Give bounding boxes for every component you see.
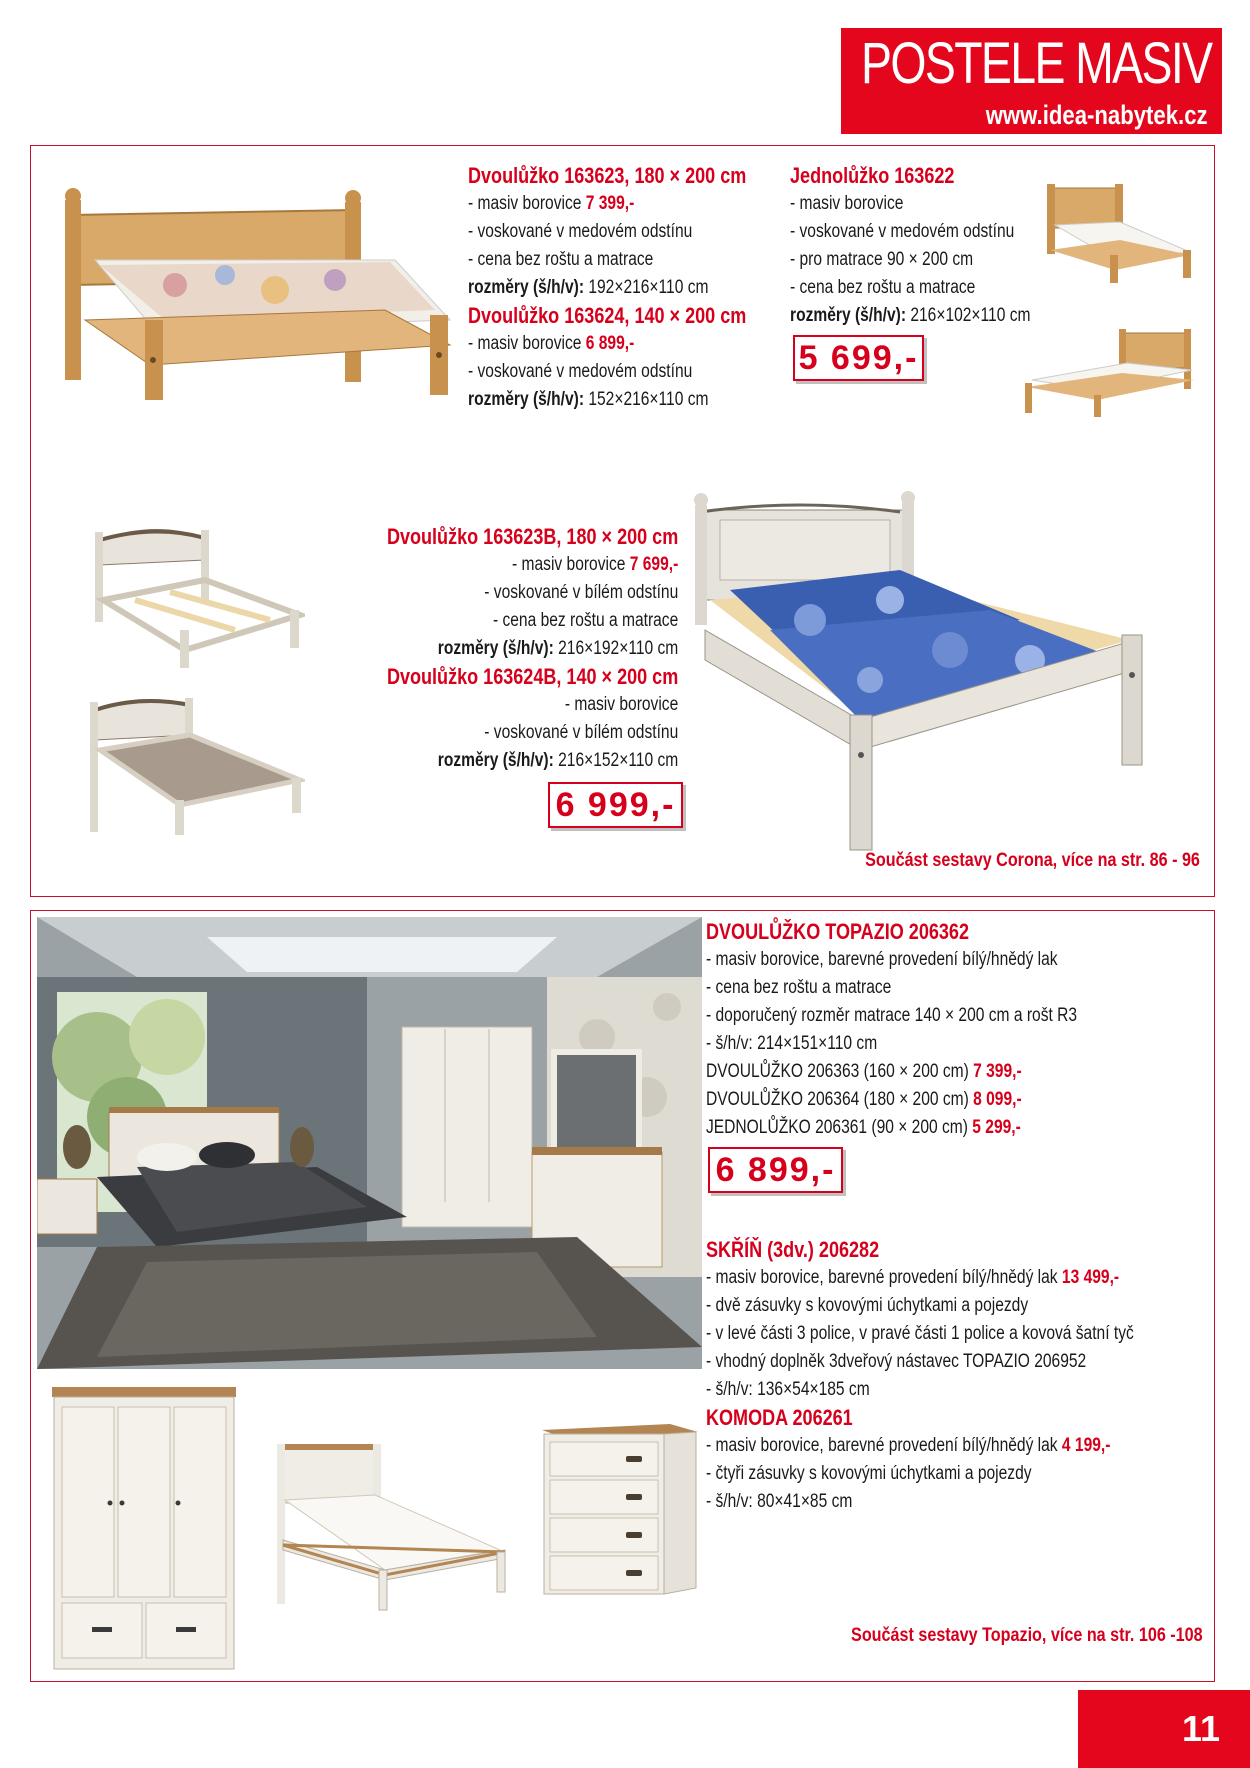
pine-single-bed-image-1 bbox=[1045, 180, 1195, 285]
product-163624-title: Dvoulůžko 163624, 140 × 200 cm bbox=[468, 303, 747, 328]
product-163622-price-box: 5 699,- bbox=[793, 335, 924, 381]
corona-set-note: Součást sestavy Corona, více na str. 86 - 96 bbox=[865, 850, 1200, 871]
product-163623b-dims: 216×192×110 cm bbox=[553, 638, 678, 659]
topazio-bed-text bbox=[706, 918, 1077, 1142]
product-163622-line4: - cena bez roštu a matrace bbox=[790, 277, 976, 298]
page-number: 11 bbox=[1181, 1708, 1220, 1749]
variant-price: 7 399,- bbox=[973, 1061, 1022, 1082]
dims-label: rozměry (š/h/v): bbox=[468, 389, 585, 410]
topazio-dresser-title: KOMODA 206261 bbox=[706, 1405, 853, 1430]
topazio-bedroom-photo bbox=[37, 917, 702, 1369]
topazio-dresser-image bbox=[540, 1420, 700, 1600]
topazio-bed-title: DVOULŮŽKO TOPAZIO 206362 bbox=[706, 919, 969, 944]
product-163623-title: Dvoulůžko 163623, 180 × 200 cm bbox=[468, 163, 747, 188]
product-163623-dims: 192×216×110 cm bbox=[584, 277, 709, 298]
product-163624b-line1: - masiv borovice bbox=[564, 694, 678, 715]
dims-label: rozměry (š/h/v): bbox=[468, 277, 585, 298]
product-163623b-text bbox=[387, 523, 678, 775]
product-163622-line3: - pro matrace 90 × 200 cm bbox=[790, 249, 974, 270]
product-163623b-line3: - cena bez roštu a matrace bbox=[492, 610, 678, 631]
topazio-wardrobe-line4: - vhodný doplněk 3dveřový nástavec TOPAZIO 206952 bbox=[706, 1351, 1087, 1372]
product-163624-price: 6 899,- bbox=[585, 333, 635, 354]
product-163624-dims: 152×216×110 cm bbox=[584, 389, 709, 410]
dims-label: rozměry (š/h/v): bbox=[437, 638, 554, 659]
product-163624-line1: - masiv borovice bbox=[468, 333, 586, 354]
topazio-wardrobe-text bbox=[706, 1236, 1134, 1516]
product-163623-line2: - voskované v medovém odstínu bbox=[468, 221, 693, 242]
product-163623-line3: - cena bez roštu a matrace bbox=[468, 249, 654, 270]
topazio-wardrobe-price: 13 499,- bbox=[1061, 1267, 1120, 1288]
topazio-wardrobe-title: SKŘÍŇ (3dv.) 206282 bbox=[706, 1237, 880, 1262]
dims-label: rozměry (š/h/v): bbox=[437, 750, 554, 771]
product-163623b-line2: - voskované v bílém odstínu bbox=[484, 582, 678, 603]
product-163622-text bbox=[790, 162, 1030, 330]
topazio-dresser-price: 4 199,- bbox=[1061, 1435, 1111, 1456]
product-163623b-title: Dvoulůžko 163623B, 180 × 200 cm bbox=[386, 524, 678, 549]
topazio-bed-image bbox=[275, 1440, 515, 1615]
pine-double-bed-image bbox=[55, 170, 455, 400]
dims-label: rozměry (š/h/v): bbox=[790, 305, 907, 326]
variant-label: DVOULŮŽKO 206364 (180 × 200 cm) bbox=[706, 1089, 974, 1110]
product-163622-title: Jednolůžko 163622 bbox=[790, 163, 955, 188]
topazio-dresser-line2: - čtyři zásuvky s kovovými úchytkami a pojezdy bbox=[706, 1463, 1032, 1484]
product-163623b-line1: - masiv borovice bbox=[511, 554, 630, 575]
variant-price: 8 099,- bbox=[973, 1089, 1022, 1110]
product-163624-line2: - voskované v medovém odstínu bbox=[468, 361, 693, 382]
white-bed-board-image bbox=[80, 690, 305, 840]
variant-label: DVOULŮŽKO 206363 (160 × 200 cm) bbox=[706, 1061, 974, 1082]
website-url[interactable]: www.idea-nabytek.cz bbox=[986, 100, 1208, 130]
product-163624b-line2: - voskované v bílém odstínu bbox=[484, 722, 678, 743]
product-163623-line1: - masiv borovice bbox=[468, 193, 586, 214]
topazio-bed-line1: - masiv borovice, barevné provedení bílý/hnědý lak bbox=[706, 949, 1058, 970]
topazio-bed-line2: - cena bez roštu a matrace bbox=[706, 977, 892, 998]
topazio-wardrobe-line3: - v levé části 3 police, v pravé části 1 police a kovová šatní tyč bbox=[706, 1323, 1134, 1344]
product-163623-price: 7 399,- bbox=[585, 193, 635, 214]
topazio-set-note: Součást sestavy Topazio, více na str. 106 -108 bbox=[851, 1625, 1203, 1646]
product-163623b-price: 7 699,- bbox=[629, 554, 678, 575]
white-bed-frame-image bbox=[75, 520, 305, 670]
product-163622-line2: - voskované v medovém odstínu bbox=[790, 221, 1015, 242]
product-163624b-dims: 216×152×110 cm bbox=[553, 750, 678, 771]
topazio-dresser-line3: - š/h/v: 80×41×85 cm bbox=[706, 1491, 853, 1512]
page-title: POSTELE MASIV bbox=[861, 31, 1212, 96]
topazio-wardrobe-image bbox=[48, 1383, 240, 1675]
pine-single-bed-image-2 bbox=[1022, 325, 1202, 420]
page-header bbox=[841, 28, 1222, 134]
page-number-box bbox=[1078, 1690, 1250, 1768]
product-163623-text bbox=[468, 162, 746, 414]
variant-price: 5 299,- bbox=[972, 1117, 1021, 1138]
topazio-bed-line4: - š/h/v: 214×151×110 cm bbox=[706, 1033, 878, 1054]
product-163622-dims: 216×102×110 cm bbox=[906, 305, 1031, 326]
product-163624b-title: Dvoulůžko 163624B, 140 × 200 cm bbox=[386, 664, 678, 689]
topazio-bed-price-box: 6 899,- bbox=[708, 1147, 843, 1193]
topazio-dresser-line1: - masiv borovice, barevné provedení bílý/hnědý lak bbox=[706, 1435, 1062, 1456]
topazio-wardrobe-line2: - dvě zásuvky s kovovými úchytkami a pojezdy bbox=[706, 1295, 1029, 1316]
white-bed-blue-bedding-image bbox=[690, 490, 1150, 855]
product-163622-line1: - masiv borovice bbox=[790, 193, 904, 214]
topazio-bed-line3: - doporučený rozměr matrace 140 × 200 cm a rošt R3 bbox=[706, 1005, 1078, 1026]
topazio-wardrobe-line5: - š/h/v: 136×54×185 cm bbox=[706, 1379, 870, 1400]
product-163624b-price-box: 6 999,- bbox=[548, 782, 683, 828]
variant-label: JEDNOLŮŽKO 206361 (90 × 200 cm) bbox=[706, 1117, 973, 1138]
topazio-wardrobe-line1: - masiv borovice, barevné provedení bílý/hnědý lak bbox=[706, 1267, 1062, 1288]
